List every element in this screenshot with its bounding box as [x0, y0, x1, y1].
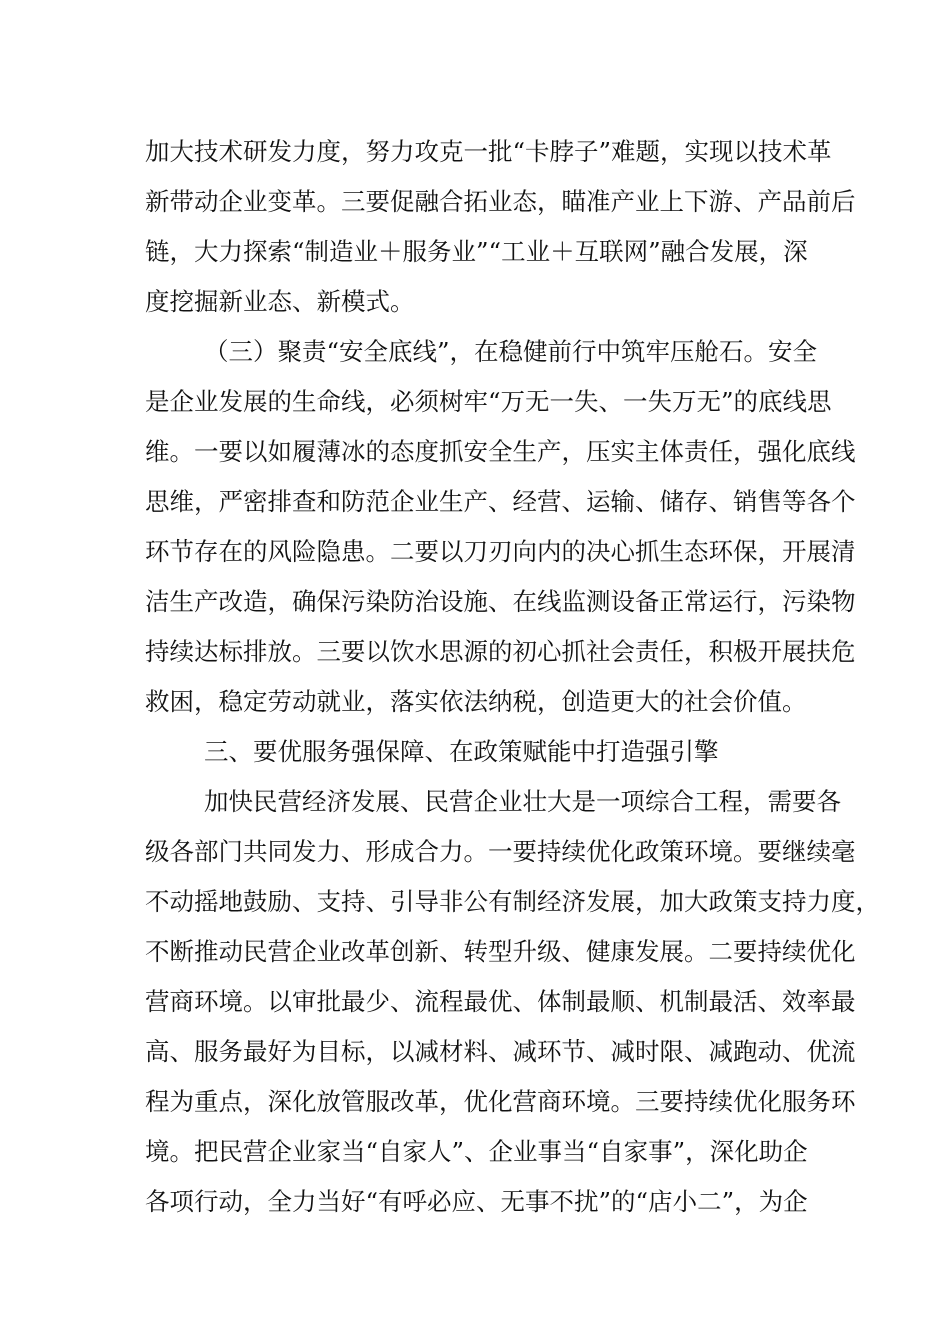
text-line: 洁生产改造，确保污染防治设施、在线监测设备正常运行，污染物	[145, 587, 856, 616]
text-line: 新带动企业变革。三要促融合拓业态，瞄准产业上下游、产品前后	[145, 187, 856, 216]
text-line: 程为重点，深化放管服改革，优化营商环境。三要持续优化服务环	[145, 1087, 856, 1116]
text-line: 各项行动，全力当好“有呼必应、无事不扰”的“店小二”，为企	[145, 1187, 808, 1216]
text-line: 营商环境。以审批最少、流程最优、体制最顺、机制最活、效率最	[145, 987, 856, 1016]
text-line: 不断推动民营企业改革创新、转型升级、健康发展。二要持续优化	[145, 937, 856, 966]
text-line: 救困，稳定劳动就业，落实依法纳税，创造更大的社会价值。	[145, 687, 807, 716]
text-line: 链，大力探索“制造业＋服务业”“工业＋互联网”融合发展，深	[145, 237, 808, 266]
section-heading: 三、要优服务强保障、在政策赋能中打造强引擎	[204, 737, 719, 766]
text-line: 加大技术研发力度，努力攻克一批“卡脖子”难题，实现以技术革	[145, 137, 832, 166]
section-heading-paragraph: （三）聚责“安全底线”，在稳健前行中筑牢压舱石。安全	[204, 337, 818, 366]
text-line: 环节存在的风险隐患。二要以刀刃向内的决心抓生态环保，开展清	[145, 537, 856, 566]
text-line: 思维，严密排查和防范企业生产、经营、运输、储存、销售等各个	[145, 487, 856, 516]
text-line: 高、服务最好为目标，以减材料、减环节、减时限、减跑动、优流	[145, 1037, 856, 1066]
text-line: 维。一要以如履薄冰的态度抓安全生产，压实主体责任，强化底线	[145, 437, 856, 466]
text-line: 度挖掘新业态、新模式。	[145, 287, 415, 316]
text-line: 级各部门共同发力、形成合力。一要持续优化政策环境。要继续毫	[145, 837, 856, 866]
text-line: 不动摇地鼓励、支持、引导非公有制经济发展，加大政策支持力度，	[145, 887, 880, 916]
text-line: 持续达标排放。三要以饮水思源的初心抓社会责任，积极开展扶危	[145, 637, 856, 666]
text-line: 是企业发展的生命线，必须树牢“万无一失、一失万无”的底线思	[145, 387, 832, 416]
text-line: 加快民营经济发展、民营企业壮大是一项综合工程，需要各	[204, 787, 841, 816]
text-line: 境。把民营企业家当“自家人”、企业事当“自家事”，深化助企	[145, 1137, 808, 1166]
